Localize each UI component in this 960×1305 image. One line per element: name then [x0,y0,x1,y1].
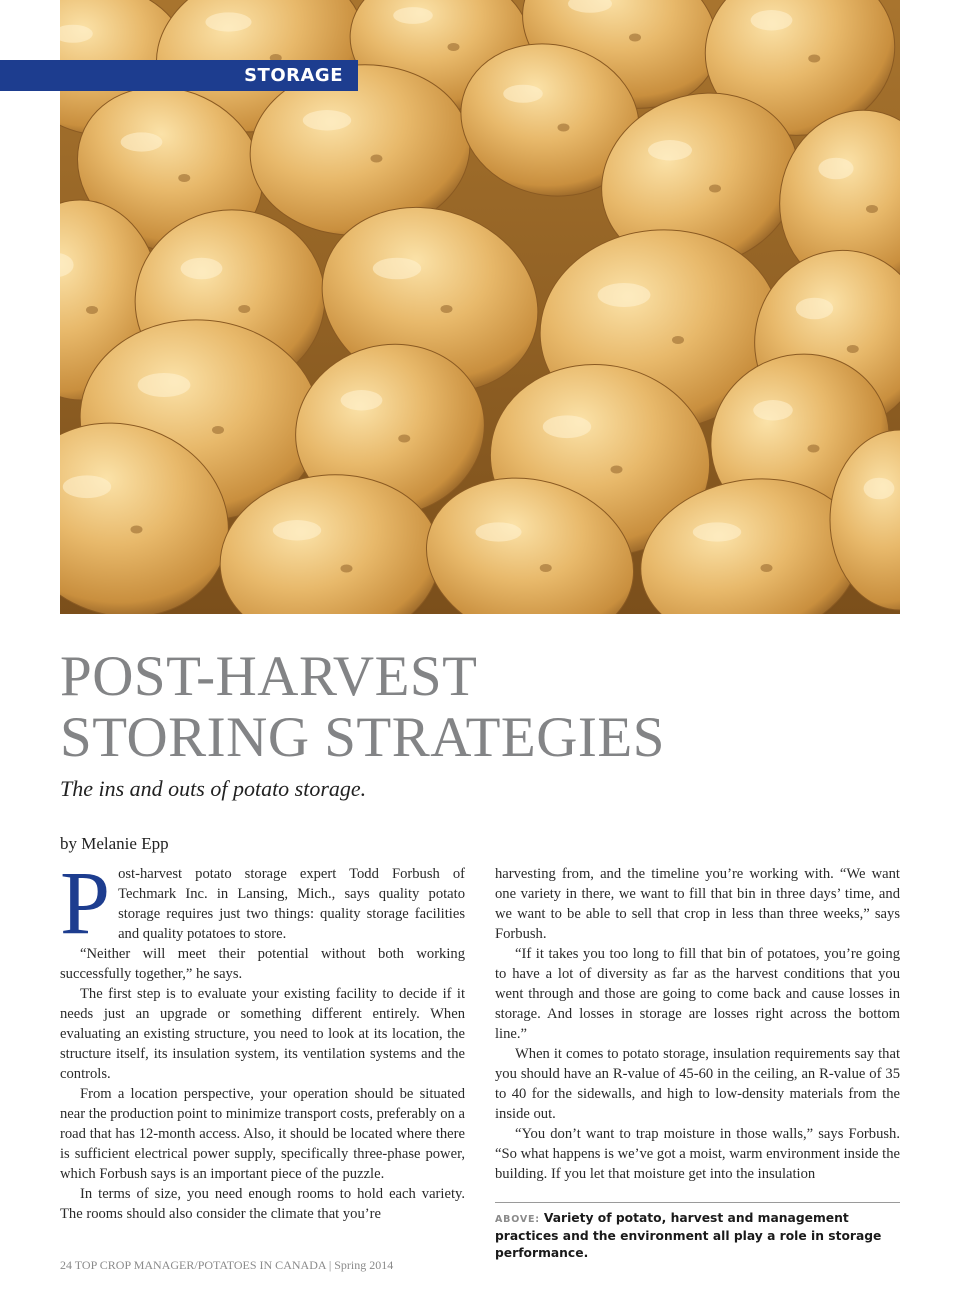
caption-text: Variety of potato, harvest and management practices and the environment all play a role in storage performance. [495,1211,882,1260]
potato-highlight [648,140,692,160]
potato-highlight [796,298,833,320]
article-title [60,646,900,768]
potato-eye [761,564,773,572]
potato-highlight [598,283,651,307]
potato-highlight [753,400,793,420]
potato-eye [448,43,460,51]
potato-eye [866,205,878,213]
paragraph: The first step is to evaluate your existing facility to decide if it needs just an upgrade or something different entirely. When evaluating an existing structure, you need to look at its location, the structure itself, its insulation system, its ventilation systems and the controls. [60,986,465,1082]
potato-highlight [205,12,251,31]
drop-cap: P [60,854,111,953]
potato-highlight [864,478,895,500]
potato-highlight [373,258,421,280]
paragraph: When it comes to potato storage, insulation requirements say that you should have an R-value of 45-60 in the ceiling, an R-value of 35 to 40 for the sidewalls, and high to low-density materials from the inside out. [495,1046,900,1122]
title-line-2: STORING STRATEGIES [60,706,665,769]
section-label: STORAGE [0,60,358,91]
caption-label: ABOVE: [495,1214,540,1225]
potato-highlight [543,415,591,438]
paragraph: “If it takes you too long to fill that bin of potatoes, you’re going to have a lot of diversity as far as the harvest conditions that you went through and those are going to come back and cause losses in storage. And losses in storage are losses right across the bottom line.” [495,946,900,1042]
paragraph: In terms of size, you need enough rooms to hold each variety. The rooms should also consider the climate that you’re [60,1186,465,1222]
potato-eye [398,435,410,443]
potato-eye [709,185,721,193]
paragraph: From a location perspective, your operation should be situated near the production point to minimize transport costs, preferably on a road that has 12-month access. Also, it should be located where there is sufficient electrical power supply, specifically three-phase power, which Forbush says is an important piece of the puzzle. [60,1086,465,1182]
potato-highlight [303,110,351,130]
potato-eye [672,336,684,344]
caption-divider [495,1202,900,1203]
potato-eye [847,345,859,353]
potato-highlight [475,522,521,541]
left-column [60,854,465,1224]
potato-eye [808,445,820,453]
potato-highlight [181,258,223,280]
paragraph: “Neither will meet their potential without both working successfully together,” he says. [60,946,465,982]
potato-eye [212,426,224,434]
potato-highlight [63,475,111,498]
potato-highlight [818,158,853,180]
page-footer: 24 TOP CROP MANAGER/POTATOES IN CANADA | Spring 2014 [60,1258,394,1272]
potato-eye [611,466,623,474]
potato-highlight [341,390,383,410]
potato-eye [629,34,641,42]
paragraph-text: ost-harvest potato storage expert Todd Forbush of Techmark Inc. in Lansing, Mich., says quality potato storage requires just two things: quality storage facilities and quality potatoes to store. [118,866,465,942]
potato-eye [540,564,552,572]
paragraph: harvesting from, and the timeline you’re working with. “We want one variety in there, we want to fill that bin in three days’ time, and we want to be able to sell that crop in less than three weeks,” says Forbush. [495,866,900,942]
potato-eye [808,55,820,63]
potato-highlight [121,132,163,151]
article-subtitle: The ins and outs of potato storage. [60,776,367,801]
potato-highlight [693,522,741,541]
potato-eye [341,565,353,573]
potato-highlight [138,373,191,397]
potato-eye [131,526,143,534]
potato-eye [86,306,98,314]
photo-caption [495,1210,900,1262]
potato-highlight [273,520,321,540]
potato-highlight [393,7,433,24]
potato-eye [238,305,250,313]
paragraph: “You don’t want to trap moisture in those walls,” says Forbush. “So what happens is we’ve got a moist, warm environment inside the building. If you let that moisture get into the insulation [495,1126,900,1182]
potato-highlight [751,10,793,30]
potatoes-photo [60,0,900,614]
right-column [495,864,900,1184]
potato-highlight [503,85,543,103]
potato-eye [371,155,383,163]
byline: by Melanie Epp [60,834,169,853]
paragraph [60,854,465,953]
potato-eye [558,124,570,132]
title-line-1: POST-HARVEST [60,645,478,708]
potato-eye [178,174,190,182]
potato-eye [441,305,453,313]
